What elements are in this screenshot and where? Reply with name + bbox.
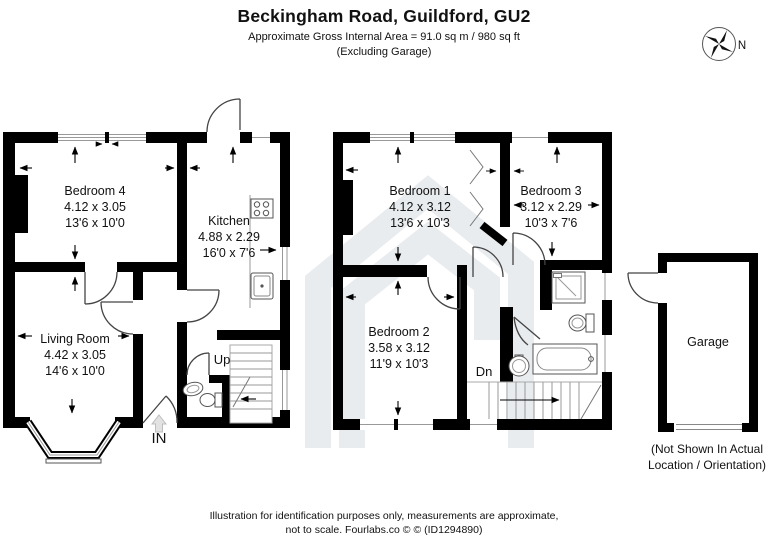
bay-window-sill: [46, 459, 101, 463]
bay-window: [28, 422, 119, 455]
room-dim-imperial: 13'6 x 10'3: [390, 216, 450, 230]
room-name: Bedroom 1: [389, 184, 451, 198]
compass-n-label: N: [737, 40, 747, 52]
living-room-door: [101, 302, 133, 334]
wall-segment: [3, 132, 15, 428]
wall-segment: [500, 143, 510, 227]
back-door: [207, 99, 240, 132]
garage-note-line2: Location / Orientation): [647, 457, 767, 472]
entrance-label: IN: [151, 430, 167, 447]
wc-fixtures: [182, 380, 222, 407]
room-dim-imperial: 13'6 x 10'0: [65, 216, 125, 230]
wall-segment: [177, 262, 187, 290]
wall-segment: [658, 303, 667, 432]
kitchen-sink-drain: [260, 284, 263, 287]
window-mullion: [410, 132, 414, 143]
kitchen-door: [187, 290, 219, 322]
ground-floor-plan: [3, 99, 290, 463]
room-dim-metric: 4.12 x 3.05: [64, 200, 126, 214]
window: [602, 335, 612, 372]
room-dim-metric: 3.12 x 2.29: [520, 200, 582, 214]
garage-side-door: [628, 273, 658, 303]
wall-segment: [177, 322, 187, 417]
room-name: Living Room: [40, 332, 110, 346]
wall-segment: [455, 132, 512, 143]
wall-segment: [742, 423, 758, 432]
room-label-bedroom4: [64, 183, 126, 231]
room-label-garage: [687, 334, 729, 350]
room-name: Bedroom 4: [64, 184, 126, 198]
wall-segment: [15, 262, 85, 272]
wall-segment: [177, 143, 187, 262]
wall-segment: [433, 419, 470, 430]
room-label-kitchen: [198, 213, 260, 261]
room-dim-imperial: 14'6 x 10'0: [45, 364, 105, 378]
room-label-bedroom3: [520, 183, 582, 231]
room-dim-metric: 4.12 x 3.12: [389, 200, 451, 214]
bedroom2-door: [428, 277, 460, 309]
area-subtitle: Approximate Gross Internal Area = 91.0 sq m / 980 sq ft: [248, 31, 520, 43]
chimney-breast: [333, 180, 353, 235]
garage-note: [648, 442, 766, 473]
excluding-subtitle: (Excluding Garage): [336, 46, 432, 58]
window: [280, 247, 290, 280]
window-mullion: [105, 132, 109, 143]
wall-segment: [333, 132, 343, 430]
disclaimer-footer: [210, 509, 559, 537]
wall-segment: [497, 419, 612, 430]
room-label-bedroom1: [389, 183, 451, 231]
toilet-icon: [200, 394, 215, 407]
bifold-door: [470, 150, 483, 184]
window: [280, 370, 290, 410]
wall-segment: [146, 132, 207, 143]
wall-segment: [457, 265, 467, 420]
stairs-break-line: [581, 385, 601, 419]
ground-stairs: [230, 345, 272, 423]
chimney-breast: [15, 175, 28, 233]
toilet-cistern: [586, 314, 594, 332]
room-name: Bedroom 2: [368, 325, 430, 339]
compass: [703, 28, 736, 61]
wall-segment: [240, 132, 252, 143]
wall-segment: [658, 253, 758, 262]
wall-segment: [749, 253, 758, 432]
room-name: Kitchen: [208, 214, 250, 228]
room-name: Garage: [687, 335, 729, 349]
wall-segment: [222, 383, 230, 417]
room-dim-imperial: 16'0 x 7'6: [202, 246, 256, 260]
wall-segment: [217, 330, 280, 340]
wall-segment: [333, 419, 360, 430]
toilet-cistern: [215, 393, 222, 407]
room-dim-imperial: 11'9 x 10'3: [369, 357, 429, 371]
wall-segment: [133, 272, 143, 300]
wall-segment: [343, 265, 427, 277]
disclaimer-line2: not to scale. Fourlabs.co © © (ID1294890): [285, 524, 483, 536]
garage-note-line1: (Not Shown In Actual: [650, 442, 764, 456]
disclaimer-line1: Illustration for identification purposes only, measurements are approximate,: [209, 510, 559, 522]
wall-segment: [3, 417, 30, 428]
wall-segment: [133, 334, 143, 417]
room-dim-metric: 4.42 x 3.05: [44, 348, 106, 362]
shower-head: [554, 274, 562, 278]
stairs-down-label: Dn: [475, 364, 493, 379]
room-label-living-room: [40, 331, 109, 379]
stairs-outline: [230, 345, 272, 423]
window: [602, 273, 612, 300]
first-stairs: [467, 382, 602, 419]
wc-door: [187, 353, 209, 375]
room-dim-imperial: 10'3 x 7'6: [524, 216, 578, 230]
wall-segment: [658, 262, 667, 273]
wall-segment: [658, 423, 674, 432]
wall-segment: [209, 375, 230, 383]
room-label-bedroom2: [368, 324, 430, 372]
wall-segment: [540, 260, 552, 310]
stairs-up-label: Up: [213, 352, 231, 367]
page-title: Beckingham Road, Guildford, GU2: [237, 6, 531, 26]
wall-segment: [117, 262, 177, 272]
room-name: Bedroom 3: [520, 184, 582, 198]
room-dim-metric: 4.88 x 2.29: [198, 230, 260, 244]
room-dim-metric: 3.58 x 3.12: [368, 341, 430, 355]
window-mullion: [394, 419, 398, 430]
bedroom4-door: [85, 272, 117, 304]
